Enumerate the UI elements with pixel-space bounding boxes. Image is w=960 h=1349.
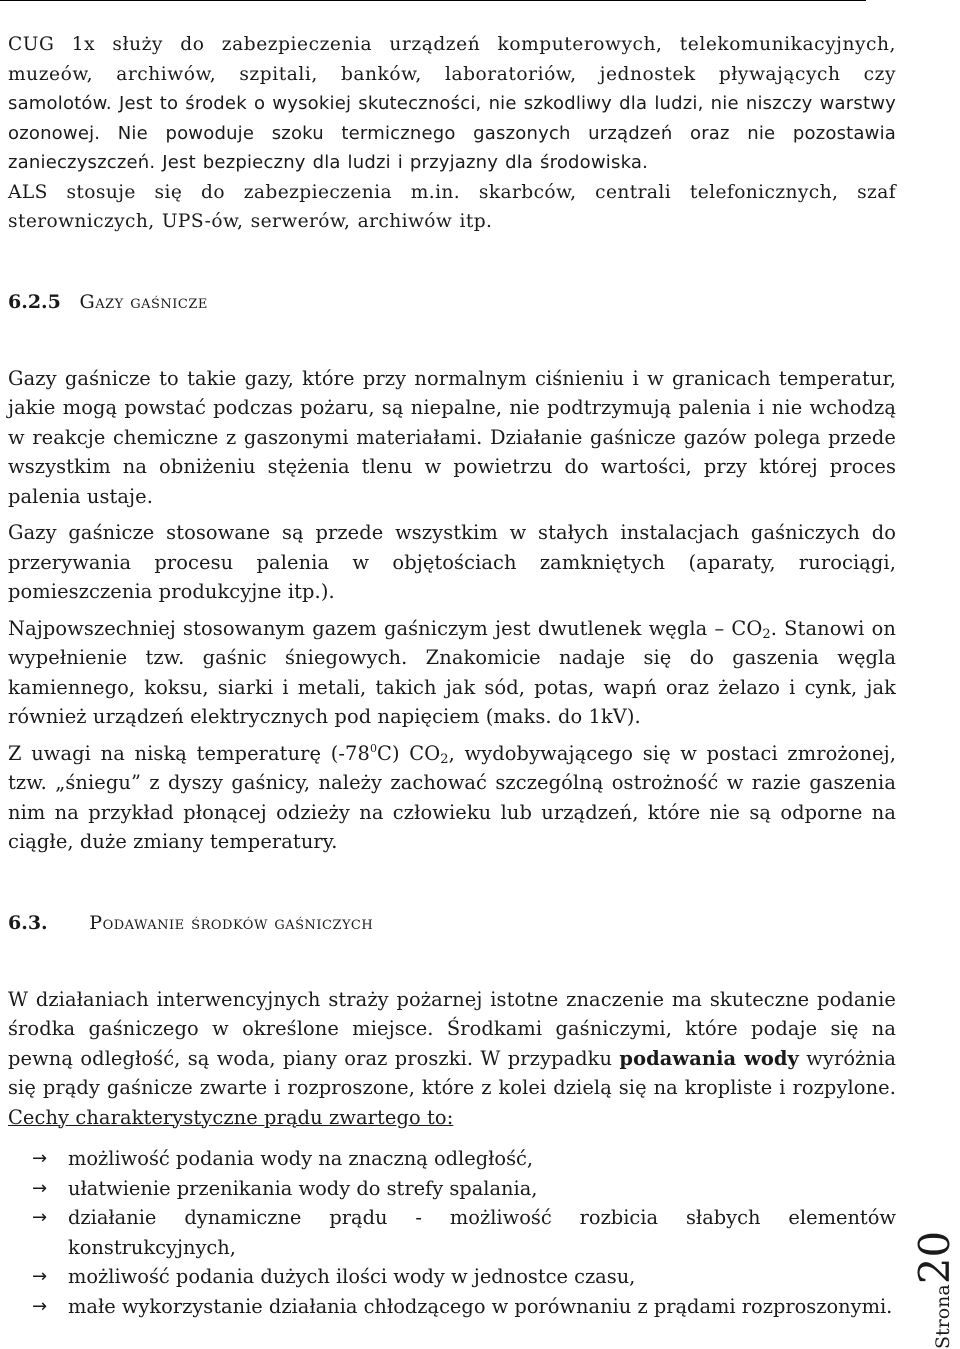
list-item <box>8 1203 896 1262</box>
section-title: Gazy gaśnicze <box>79 290 208 313</box>
paragraph-als <box>8 178 896 237</box>
list-item-text: możliwość podania dużych ilości wody w jednostce czasu, <box>68 1265 636 1288</box>
list-item-text: możliwość podania wody na znaczną odległość, <box>68 1147 534 1170</box>
top-rule <box>0 0 866 1</box>
podawanie-text-1: W działaniach interwencyjnych straży pożarnej istotne znaczenie ma skuteczne podanie środka gaśniczego w określone miejsce. Środkami gaśniczymi, które podaje się na pewną odległość, są woda, piany oraz proszki. W przypadku <box>8 987 896 1070</box>
document-body <box>8 30 896 1321</box>
paragraph-gazy-1: Gazy gaśnicze to takie gazy, które przy normalnym ciśnieniu i w granicach temperatur, jakie mogą powstać podczas pożaru, są niepalne, nie podtrzymują palenia i nie wchodzą w reakcje chemiczne z gaszonymi materiałami. Działanie gaśnicze gazów polega przede wszystkim na obniżeniu stężenia tlenu w powietrzu do wartości, przy której proces palenia ustaje. <box>8 366 896 508</box>
page-footer <box>910 1230 960 1349</box>
co2-text-after: . Stanowi on wypełnienie tzw. gaśnic śniegowych. Znakomicie nadaje się do gaszenia węgla kamiennego, koksu, siarki i metali, takich jak sód, potas, wapń oraz żelazo i cynk, jak również urządzeń elektrycznych pod napięciem (maks. do 1kV). <box>8 616 896 728</box>
page-number: 20 <box>910 1230 959 1285</box>
co2-subscript: 2 <box>762 626 771 642</box>
degree-superscript: 0 <box>369 741 378 755</box>
co2-subscript-2: 2 <box>440 751 449 767</box>
list-item <box>8 1144 896 1174</box>
temperature-text-3: , wydobywającego się w postaci zmrożonej, tzw. „śniegu” z dyszy gaśnicy, należy zachować szczególną ostrożność w razie gaszenia nim na przykład płonącej odzieży na człowieku lub urządzeń, które nie są odporne na ciągłe, duże zmiany temperatury. <box>8 741 896 853</box>
temperature-text-1: Z uwagi na niską temperaturę (-78 <box>8 741 370 765</box>
paragraph-gazy-3 <box>8 614 896 732</box>
temperature-text-2: C) CO <box>377 741 441 765</box>
list-item <box>8 1292 896 1322</box>
paragraph-als-text: ALS stosuje się do zabezpieczenia m.in. skarbców, centrali telefonicznych, szaf sterowniczych, UPS-ów, serwerów, archiwów itp. <box>8 181 896 232</box>
arrow-right-icon: → <box>32 1295 48 1317</box>
paragraph-cug <box>8 30 896 178</box>
page-number-vertical <box>910 1230 959 1349</box>
arrow-right-icon: → <box>32 1148 48 1169</box>
co2-text-before: Najpowszechniej stosowanym gazem gaśniczym jest dwutlenek węgla – CO <box>8 616 763 640</box>
paragraph-cug-text: CUG 1x służy do zabezpieczenia urządzeń komputerowych, telekomunikacyjnych, muzeów, archiwów, szpitali, banków, laboratoriów, jednostek pływających czy <box>8 34 896 85</box>
arrow-right-icon: → <box>32 1177 48 1199</box>
podawanie-underlined: Cechy charakterystyczne prądu zwartego to: <box>8 1105 454 1129</box>
features-list <box>8 1144 896 1321</box>
paragraph-podawanie <box>8 985 896 1133</box>
podawanie-text-2: wyróżnia się prądy gaśnicze zwarte i rozproszone, które z kolei dzielą się na kropliste i rozpylone. <box>8 1046 896 1099</box>
paragraph-cug-continuation: samolotów. Jest to środek o wysokiej skuteczności, nie szkodliwy dla ludzi, nie niszczy warstwy ozonowej. Nie powoduje szoku termicznego gaszonych urządzeń oraz nie pozostawia zanieczyszczeń. Jest bezpieczny dla ludzi i przyjazny dla środowiska. <box>8 93 896 173</box>
arrow-right-icon: → <box>32 1207 48 1228</box>
section-title-2: Podawanie środków gaśniczych <box>89 911 374 934</box>
list-item-text: małe wykorzystanie działania chłodzącego w porównaniu z prądami rozproszonymi. <box>68 1294 893 1318</box>
list-item <box>8 1174 896 1204</box>
list-item-text: ułatwienie przenikania wody do strefy spalania, <box>68 1176 538 1200</box>
paragraph-gazy-4 <box>8 739 896 857</box>
section-number: 6.2.5 <box>8 290 61 313</box>
list-item-text: działanie dynamiczne prądu - możliwość rozbicia słabych elementów konstrukcyjnych, <box>68 1206 896 1259</box>
section-heading-podawanie <box>8 909 896 937</box>
list-item <box>8 1262 896 1292</box>
section-number-2: 6.3. <box>8 911 48 934</box>
podawanie-bold: podawania wody <box>619 1046 799 1070</box>
page-label: Strona <box>932 1284 954 1349</box>
section-heading-gazy <box>8 288 896 316</box>
arrow-right-icon: → <box>32 1266 48 1287</box>
paragraph-gazy-2: Gazy gaśnicze stosowane są przede wszystkim w stałych instalacjach gaśniczych do przerywania procesu palenia w objętościach zamkniętych (aparaty, rurociągi, pomieszczenia produkcyjne itp.). <box>8 521 896 603</box>
